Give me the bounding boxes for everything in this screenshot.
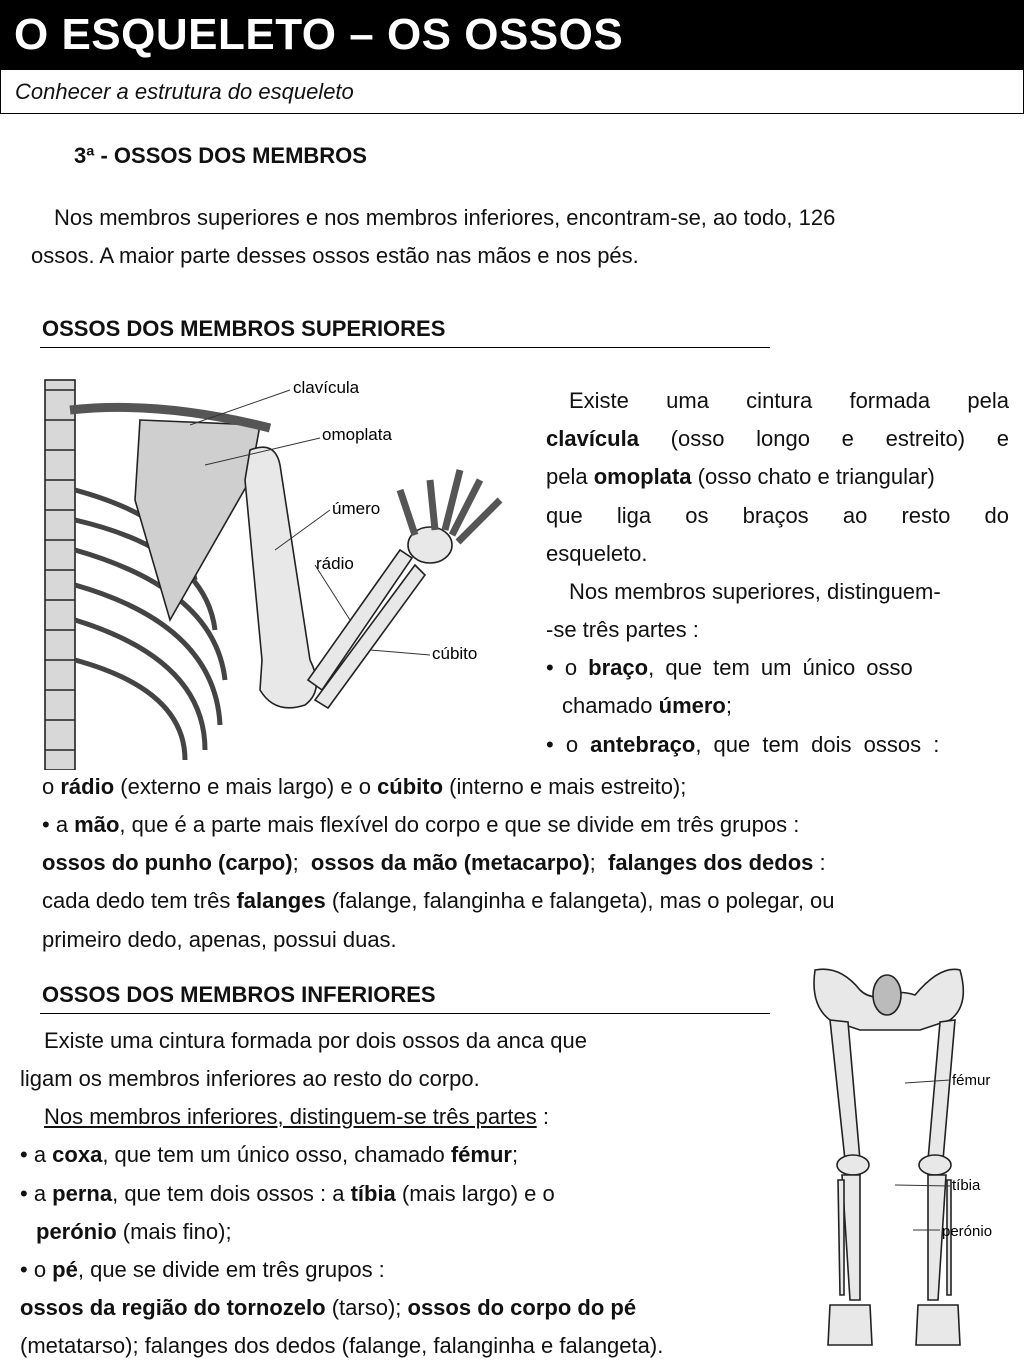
mao-line-1: • a mão, que é a parte mais flexível do corpo e que se divide em três grupos : xyxy=(42,812,800,837)
humerus-illustration xyxy=(245,447,316,708)
mao-line-3: cada dedo tem três falanges (falange, falanginha e falangeta), mas o polegar, ou xyxy=(42,888,835,913)
intro-line-1: Nos membros superiores e nos membros inferiores, encontram-se, ao todo, 126 xyxy=(54,205,836,230)
cintura-line-3: pela omoplata (osso chato e triangular) xyxy=(546,464,935,489)
foot-left-illustration xyxy=(828,1305,872,1345)
cintura-line-5: esqueleto. xyxy=(546,541,648,566)
inferiores-line-1: Existe uma cintura formada por dois ossos da anca que xyxy=(44,1028,587,1053)
figure-label-peronio: perónio xyxy=(942,1223,993,1240)
title-bar xyxy=(0,0,1024,70)
mao-line-2: ossos do punho (carpo); ossos da mão (metacarpo); falanges dos dedos : xyxy=(42,850,826,875)
pe-line-3: (metatarso); falanges dos dedos (falange, falanginha e falangeta). xyxy=(20,1333,664,1358)
cintura-line-1: Existe uma cintura formada pela xyxy=(569,388,1009,413)
figure-label-radio: rádio xyxy=(316,554,354,573)
leg-skeleton-figure xyxy=(800,960,1020,1360)
heading-superiores: OSSOS DOS MEMBROS SUPERIORES xyxy=(42,316,446,341)
foot-right-illustration xyxy=(916,1305,960,1345)
perna-line-1: • a perna, que tem dois ossos : a tíbia (mais largo) e o xyxy=(20,1181,555,1206)
coxa-line: • a coxa, que tem um único osso, chamado fémur; xyxy=(20,1142,519,1167)
hand-illustration xyxy=(400,470,500,563)
page-title: O ESQUELETO – OS OSSOS xyxy=(14,10,624,59)
femur-right-illustration xyxy=(928,1020,955,1160)
pe-line-2: ossos da região do tornozelo (tarso); ossos do corpo do pé xyxy=(20,1295,637,1320)
heading-inferiores: OSSOS DOS MEMBROS INFERIORES xyxy=(42,982,436,1007)
figure-label-femur: fémur xyxy=(952,1072,991,1089)
figure-label-clavicula: clavícula xyxy=(293,378,360,397)
page-subtitle: Conhecer a estrutura do esqueleto xyxy=(15,79,354,104)
partes-line-1: Nos membros superiores, distinguem- xyxy=(569,579,941,604)
figure-label-umero: úmero xyxy=(332,499,381,518)
intro-line-2: ossos. A maior parte desses ossos estão nas mãos e nos pés. xyxy=(31,243,639,268)
perna-line-2: perónio (mais fino); xyxy=(36,1219,232,1244)
figure-label-tibia: tíbia xyxy=(952,1177,981,1194)
braco-line-1: • o braço, que tem um único osso xyxy=(546,655,913,680)
partes-line-2: -se três partes : xyxy=(546,617,699,642)
antebraco-line-2: o rádio (externo e mais largo) e o cúbito (interno e mais estreito); xyxy=(42,774,687,799)
figure-label-cubito: cúbito xyxy=(432,644,478,663)
subtitle-box xyxy=(0,70,1024,114)
figure-label-omoplata: omoplata xyxy=(322,425,392,444)
femur-left-illustration xyxy=(830,1020,860,1160)
heading-rule xyxy=(40,347,770,348)
heading-rule-2 xyxy=(40,1013,770,1014)
braco-line-2: chamado úmero; xyxy=(562,693,732,718)
arm-skeleton-figure xyxy=(40,370,540,770)
scapula-illustration xyxy=(135,420,260,620)
pe-line-1: • o pé, que se divide em três grupos : xyxy=(20,1257,385,1282)
cintura-line-2: clavícula (osso longo e estreito) e xyxy=(546,426,1009,451)
section-title: 3ª - OSSOS DOS MEMBROS xyxy=(74,143,367,168)
spine-illustration xyxy=(45,380,75,770)
ulna-illustration xyxy=(315,565,425,708)
cintura-line-4: que liga os braços ao resto do xyxy=(546,503,1009,528)
inferiores-line-3: Nos membros inferiores, distinguem-se três partes : xyxy=(44,1104,549,1129)
antebraco-line-1: • o antebraço, que tem dois ossos : xyxy=(546,732,940,757)
inferiores-line-2: ligam os membros inferiores ao resto do corpo. xyxy=(20,1066,480,1091)
mao-line-4: primeiro dedo, apenas, possui duas. xyxy=(42,927,397,952)
fibula-left-illustration xyxy=(838,1180,844,1295)
